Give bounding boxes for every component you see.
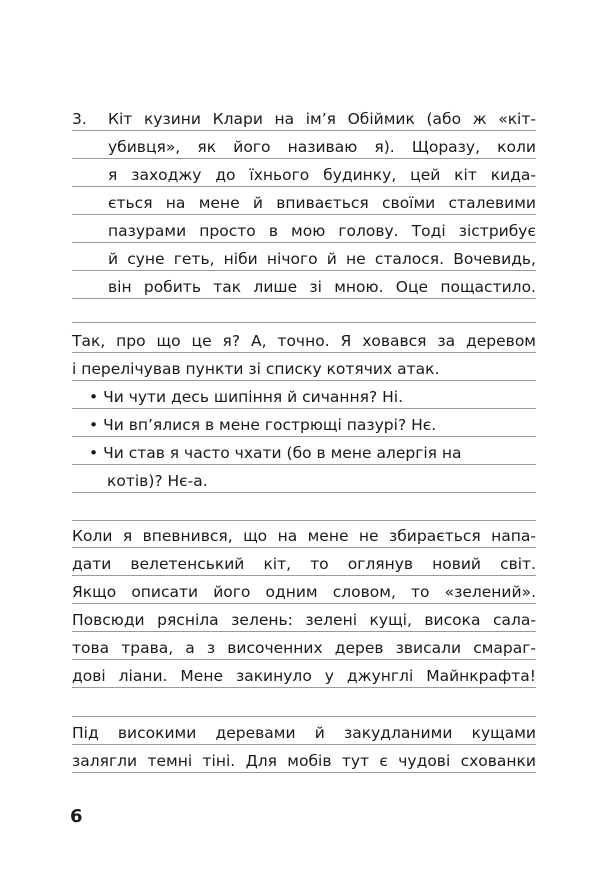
item-number: 3. xyxy=(72,110,87,128)
line-text: й суне геть, ніби нічого й не сталося. Вочевидь, xyxy=(108,250,536,268)
text-line xyxy=(72,216,536,243)
page-number: 6 xyxy=(70,806,83,827)
text-line xyxy=(72,160,536,187)
text-line xyxy=(72,132,536,159)
text-line xyxy=(72,521,536,548)
text-line xyxy=(72,549,536,576)
text-line xyxy=(72,661,536,688)
line-text: • Чи чути десь шипіння й сичання? Ні. xyxy=(89,388,403,406)
bullet-item-cont xyxy=(72,466,536,493)
line-text: я заходжу до їхнього будинку, цей кіт кида- xyxy=(108,166,536,184)
bullet-item xyxy=(72,382,536,409)
bullet-item xyxy=(72,438,536,465)
blank-rule xyxy=(72,494,536,521)
text-line xyxy=(72,633,536,660)
line-text: він робить так лише зі мною. Оце пощастило. xyxy=(108,278,536,296)
blank-rule xyxy=(72,690,536,717)
line-text: Під високими деревами й закудланими кущами xyxy=(72,724,536,742)
text-line xyxy=(72,605,536,632)
text-line xyxy=(72,272,536,299)
line-text: залягли темні тіні. Для мобів тут є чудові схованки xyxy=(72,752,536,770)
line-text: пазурами просто в мою голову. Тоді зістрибує xyxy=(108,222,536,240)
line-text: • Чи став я часто чхати (бо в мене алергія на xyxy=(89,444,462,462)
line-text: убивця», як його називаю я). Щоразу, коли xyxy=(108,138,536,156)
bullet-item xyxy=(72,410,536,437)
text-line xyxy=(72,188,536,215)
line-text: дові ліани. Мене закинуло у джунглі Майнкрафта! xyxy=(72,667,536,685)
text-line xyxy=(72,244,536,271)
line-text: котів)? Нє-а. xyxy=(107,472,208,490)
line-text: Коли я впевнився, що на мене не збирається напа- xyxy=(72,527,536,545)
blank-rule xyxy=(72,296,536,323)
text-line xyxy=(72,746,536,773)
line-text: Так, про що це я? А, точно. Я ховався за деревом xyxy=(72,332,536,350)
line-text: ється на мене й впивається своїми сталевими xyxy=(108,194,536,212)
text-line xyxy=(72,718,536,745)
line-text: дати велетенський кіт, то оглянув новий світ. xyxy=(72,555,536,573)
line-text: Кіт кузини Клари на ім’я Обіймик (або ж «кіт- xyxy=(108,110,536,128)
line-text: • Чи вп’ялися в мене гострющі пазурі? Нє. xyxy=(89,416,437,434)
text-line xyxy=(72,104,536,131)
line-text: і перелічував пункти зі списку котячих атак. xyxy=(72,360,440,378)
line-text: Повсюди рясніла зелень: зелені кущі, висока сала- xyxy=(72,611,536,629)
text-line xyxy=(72,354,536,381)
line-text: това трава, а з височенних дерев звисали смараг- xyxy=(72,639,536,657)
text-line xyxy=(72,326,536,353)
text-line xyxy=(72,577,536,604)
line-text: Якщо описати його одним словом, то «зелений». xyxy=(72,583,536,601)
